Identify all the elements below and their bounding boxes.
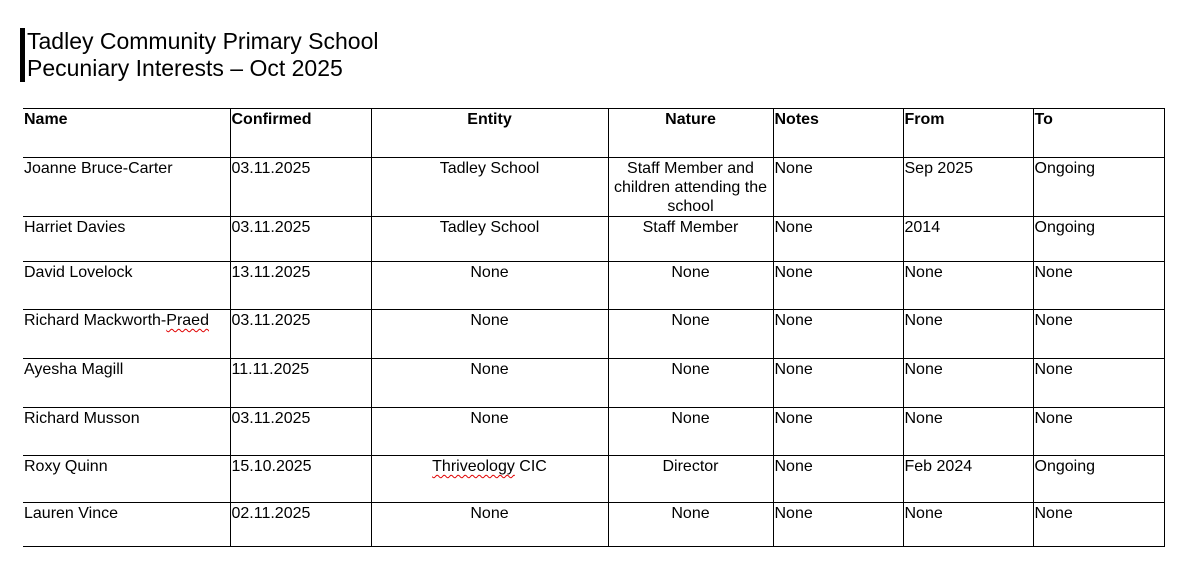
cell-notes: None <box>773 217 903 262</box>
cell-nature: None <box>608 310 773 359</box>
cell-confirmed: 15.10.2025 <box>230 456 371 503</box>
header-confirmed: Confirmed <box>230 109 371 158</box>
cell-notes: None <box>773 359 903 408</box>
table-row <box>23 262 1164 310</box>
table-row <box>23 408 1164 456</box>
cell-to: Ongoing <box>1033 217 1164 262</box>
document-title-block <box>20 28 379 82</box>
cell-from: None <box>903 503 1033 547</box>
document-subtitle: Pecuniary Interests – Oct 2025 <box>27 55 343 81</box>
pecuniary-interests-table <box>23 108 1165 547</box>
header-nature: Nature <box>608 109 773 158</box>
cell-from: 2014 <box>903 217 1033 262</box>
entity-text: CIC <box>514 458 547 475</box>
cell-nature: None <box>608 503 773 547</box>
table-header-row <box>23 109 1164 158</box>
cell-from: Feb 2024 <box>903 456 1033 503</box>
cell-notes: None <box>773 310 903 359</box>
cell-notes: None <box>773 408 903 456</box>
cell-entity: None <box>371 262 608 310</box>
cell-name: David Lovelock <box>23 262 230 310</box>
spellcheck-flagged-word: Thriveology <box>432 458 515 475</box>
cell-entity: None <box>371 359 608 408</box>
cell-confirmed: 03.11.2025 <box>230 408 371 456</box>
cell-from: Sep 2025 <box>903 158 1033 217</box>
cell-confirmed: 02.11.2025 <box>230 503 371 547</box>
cell-entity: None <box>371 310 608 359</box>
cell-nature: Director <box>608 456 773 503</box>
cell-to: None <box>1033 408 1164 456</box>
header-to: To <box>1033 109 1164 158</box>
cell-name: Joanne Bruce-Carter <box>23 158 230 217</box>
table-row <box>23 456 1164 503</box>
cell-nature: Staff Member <box>608 217 773 262</box>
cell-nature: None <box>608 262 773 310</box>
cell-name: Ayesha Magill <box>23 359 230 408</box>
cell-name: Lauren Vince <box>23 503 230 547</box>
cell-entity: Tadley School <box>371 217 608 262</box>
cell-notes: None <box>773 456 903 503</box>
cell-name: Richard Musson <box>23 408 230 456</box>
cell-confirmed: 03.11.2025 <box>230 158 371 217</box>
cell-entity <box>371 456 608 503</box>
table-row <box>23 503 1164 547</box>
cell-notes: None <box>773 503 903 547</box>
cell-confirmed: 03.11.2025 <box>230 217 371 262</box>
header-notes: Notes <box>773 109 903 158</box>
spellcheck-flagged-word: Praed <box>166 312 209 329</box>
cell-from: None <box>903 408 1033 456</box>
cell-from: None <box>903 262 1033 310</box>
cell-nature: None <box>608 408 773 456</box>
table-row <box>23 158 1164 217</box>
cell-confirmed: 13.11.2025 <box>230 262 371 310</box>
cell-to: None <box>1033 359 1164 408</box>
school-name-title: Tadley Community Primary School <box>27 28 379 54</box>
cell-nature: Staff Member and children attending the school <box>608 158 773 217</box>
header-from: From <box>903 109 1033 158</box>
cell-to: None <box>1033 503 1164 547</box>
cell-entity: None <box>371 503 608 547</box>
table-row <box>23 217 1164 262</box>
cell-to: None <box>1033 262 1164 310</box>
cell-notes: None <box>773 262 903 310</box>
cell-confirmed: 03.11.2025 <box>230 310 371 359</box>
cell-entity: None <box>371 408 608 456</box>
cell-from: None <box>903 310 1033 359</box>
cell-name: Roxy Quinn <box>23 456 230 503</box>
header-name: Name <box>23 109 230 158</box>
cell-entity: Tadley School <box>371 158 608 217</box>
cell-notes: None <box>773 158 903 217</box>
cell-name: Harriet Davies <box>23 217 230 262</box>
cell-nature: None <box>608 359 773 408</box>
table-row <box>23 310 1164 359</box>
header-entity: Entity <box>371 109 608 158</box>
cell-confirmed: 11.11.2025 <box>230 359 371 408</box>
table-row <box>23 359 1164 408</box>
cell-to: Ongoing <box>1033 158 1164 217</box>
cell-to: Ongoing <box>1033 456 1164 503</box>
cell-from: None <box>903 359 1033 408</box>
name-text: Richard Mackworth- <box>24 312 167 329</box>
cell-name <box>23 310 230 359</box>
cell-to: None <box>1033 310 1164 359</box>
